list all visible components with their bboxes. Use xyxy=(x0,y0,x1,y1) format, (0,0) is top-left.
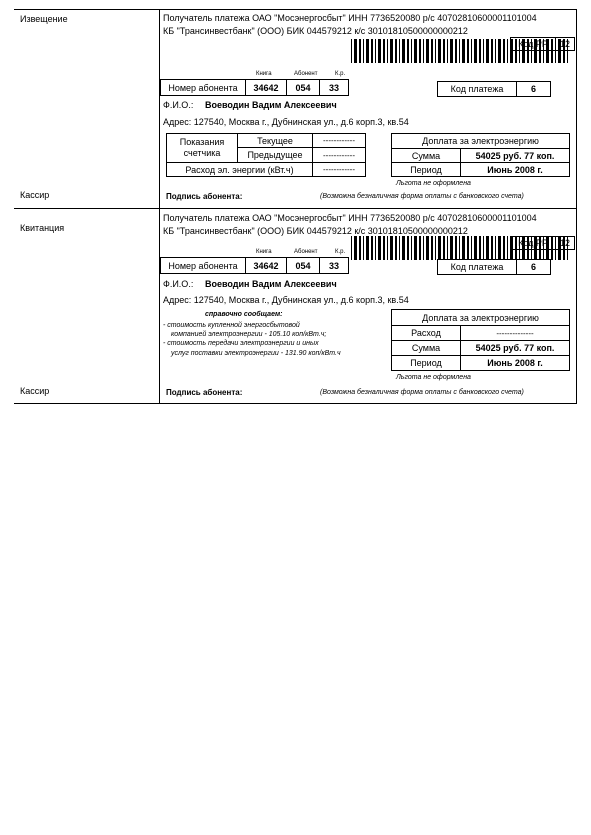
fio-value: Воеводин Вадим Алексеевич xyxy=(205,279,337,289)
consumption-value: ------------ xyxy=(323,165,355,174)
notice-cashier: Кассир xyxy=(20,190,50,200)
current-value: ------------ xyxy=(323,136,355,145)
info-title: справочно сообщаем: xyxy=(205,311,283,318)
bank-line: КБ "Трансинвестбанк" (ООО) БИК 044579212 к/с 30101810500000000212 xyxy=(163,26,468,36)
account-abonent: 054 xyxy=(295,260,311,271)
bank-line: КБ "Трансинвестбанк" (ООО) БИК 044579212 к/с 30101810500000000212 xyxy=(163,226,468,236)
hdr-abonent: Абонент xyxy=(294,71,318,77)
account-label: Номер абонента xyxy=(168,260,238,271)
benefit-note: Льгота не оформлена xyxy=(396,374,471,381)
surcharge-title: Доплата за электроэнергию xyxy=(422,136,539,146)
payment-code-box xyxy=(437,259,551,275)
consumption-label: Расход эл. энергии (кВт.ч) xyxy=(185,164,294,175)
account-kr: 33 xyxy=(328,82,339,93)
kod-rr-value: 12 xyxy=(559,238,570,248)
hdr-abonent: Абонент xyxy=(294,249,318,255)
account-number-box xyxy=(160,79,349,96)
sum-value: 54025 руб. 77 коп. xyxy=(475,150,555,161)
info-line-4: услуг поставки электроэнергии - 131.90 коп/кВт.ч xyxy=(171,350,341,357)
middle-border xyxy=(14,208,577,209)
meter-label-line2: счетчика xyxy=(183,148,221,158)
meter-label xyxy=(167,134,237,162)
payment-code-label: Код платежа xyxy=(450,84,504,94)
payment-code-box xyxy=(437,81,551,97)
previous-value: ------------ xyxy=(323,150,355,160)
account-label: Номер абонента xyxy=(168,82,238,93)
period-label: Период xyxy=(410,164,442,175)
current-label: Текущее xyxy=(257,135,293,146)
hdr-kr: К.р. xyxy=(335,249,346,255)
fio-label: Ф.И.О.: xyxy=(163,279,194,289)
signature-label: Подпись абонента: xyxy=(166,192,243,201)
section-divider xyxy=(159,9,160,404)
info-line-1: - стоимость купленной энергосбытовой xyxy=(163,322,300,329)
cashless-note: (Возможна безналичная форма оплаты с банковского счета) xyxy=(320,193,524,200)
recipient-line: Получатель платежа ОАО "Мосэнергосбыт" ИНН 7736520080 р/с 40702810600001101004 xyxy=(163,13,537,23)
payment-code-value: 6 xyxy=(530,262,536,272)
kod-rr-label: Код РР xyxy=(518,39,548,49)
account-kr: 33 xyxy=(328,260,339,271)
fio-value: Воеводин Вадим Алексеевич xyxy=(205,100,337,110)
period-value: Июнь 2008 г. xyxy=(487,358,543,368)
kod-rr-box xyxy=(510,37,575,51)
account-number-box xyxy=(160,257,349,274)
signature-label: Подпись абонента: xyxy=(166,388,243,397)
meter-readings-table xyxy=(166,133,366,177)
sum-label: Сумма xyxy=(411,150,441,161)
sum-label: Сумма xyxy=(411,343,441,353)
kod-rr-label: Код РР xyxy=(518,238,548,248)
bottom-border xyxy=(14,403,577,404)
consumption-label: Расход xyxy=(411,328,441,338)
account-kniga: 34642 xyxy=(253,82,279,93)
surcharge-title: Доплата за электроэнергию xyxy=(422,312,539,323)
hdr-kniga: Книга xyxy=(256,249,272,255)
previous-label: Предыдущее xyxy=(247,150,303,160)
receipt-title: Квитанция xyxy=(20,223,65,233)
right-border xyxy=(576,9,577,404)
surcharge-table xyxy=(391,133,570,177)
meter-label-line1: Показания xyxy=(179,137,225,147)
top-border xyxy=(14,9,577,10)
info-line-2: компанией электроэнергии - 105.10 коп/кВт.ч; xyxy=(171,331,327,338)
consumption-value: -------------- xyxy=(496,328,534,338)
fio-label: Ф.И.О.: xyxy=(163,100,194,110)
sum-value: 54025 руб. 77 коп. xyxy=(475,343,555,353)
cashless-note: (Возможна безналичная форма оплаты с банковского счета) xyxy=(320,389,524,396)
payment-code-value: 6 xyxy=(530,84,536,94)
benefit-note: Льгота не оформлена xyxy=(396,180,471,187)
hdr-kr: К.р. xyxy=(335,71,346,77)
payment-code-label: Код платежа xyxy=(450,262,504,272)
info-line-3: - стоимость передачи электроэнергии и иных xyxy=(163,340,319,347)
period-value: Июнь 2008 г. xyxy=(487,164,543,175)
address-line: Адрес: 127540, Москва г., Дубнинская ул., д.6 корп.3, кв.54 xyxy=(163,117,409,127)
account-abonent: 054 xyxy=(295,82,311,93)
notice-title: Извещение xyxy=(20,14,68,24)
period-label: Период xyxy=(410,358,442,368)
hdr-kniga: Книга xyxy=(256,71,272,77)
account-kniga: 34642 xyxy=(253,260,279,271)
surcharge-table xyxy=(391,309,570,371)
recipient-line: Получатель платежа ОАО "Мосэнергосбыт" ИНН 7736520080 р/с 40702810600001101004 xyxy=(163,213,537,223)
kod-rr-box xyxy=(510,236,575,250)
receipt-cashier: Кассир xyxy=(20,386,50,396)
address-line: Адрес: 127540, Москва г., Дубнинская ул., д.6 корп.3, кв.54 xyxy=(163,295,409,305)
kod-rr-value: 12 xyxy=(559,39,570,49)
